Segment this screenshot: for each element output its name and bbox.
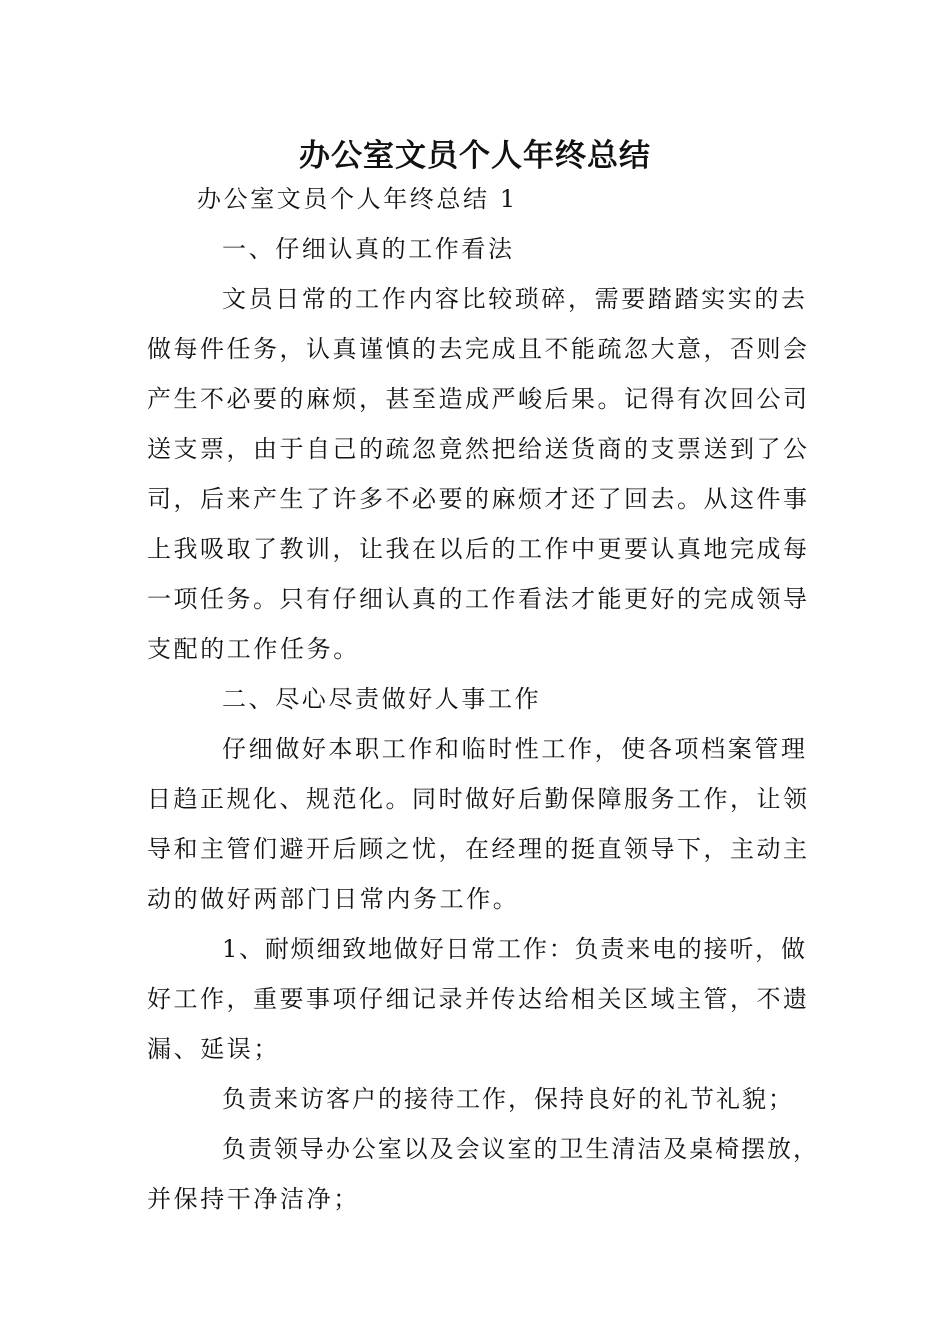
subsection-heading: 一、仔细认真的工作看法 <box>222 235 515 263</box>
section-heading: 办公室文员个人年终总结 1 <box>197 185 518 213</box>
paragraph-line: 文员日常的工作内容比较琐碎，需要踏踏实实的去 <box>222 285 805 313</box>
paragraph-line: 导和主管们避开后顾之忧，在经理的挺直领导下，主动主 <box>147 835 807 863</box>
paragraph-line: 1、耐烦细致地做好日常工作：负责来电的接听，做 <box>222 935 805 963</box>
paragraph-line: 一项任务。只有仔细认真的工作看法才能更好的完成领导 <box>147 585 807 613</box>
paragraph-line: 上我吸取了教训，让我在以后的工作中更要认真地完成每 <box>147 535 807 563</box>
paragraph-line: 好工作，重要事项仔细记录并传达给相关区域主管，不遗 <box>147 985 807 1013</box>
subsection-heading: 二、尽心尽责做好人事工作 <box>222 685 542 713</box>
paragraph-line: 做每件任务，认真谨慎的去完成且不能疏忽大意，否则会 <box>147 335 807 363</box>
paragraph-line: 产生不必要的麻烦，甚至造成严峻后果。记得有次回公司 <box>147 385 807 413</box>
paragraph-line: 送支票，由于自己的疏忽竟然把给送货商的支票送到了公 <box>147 435 807 463</box>
paragraph-line: 负责来访客户的接待工作，保持良好的礼节礼貌； <box>222 1085 794 1113</box>
document-title: 办公室文员个人年终总结 <box>299 138 651 174</box>
paragraph-line: 支配的工作任务。 <box>147 635 360 663</box>
paragraph-line: 负责领导办公室以及会议室的卫生清洁及桌椅摆放， <box>222 1135 817 1163</box>
paragraph-line: 司，后来产生了许多不必要的麻烦才还了回去。从这件事 <box>147 485 807 513</box>
paragraph-line: 动的做好两部门日常内务工作。 <box>147 885 520 913</box>
paragraph-line: 漏、延误； <box>147 1035 280 1063</box>
paragraph-line: 仔细做好本职工作和临时性工作，使各项档案管理 <box>222 735 805 763</box>
paragraph-line: 并保持干净洁净； <box>147 1185 360 1213</box>
paragraph-line: 日趋正规化、规范化。同时做好后勤保障服务工作，让领 <box>147 785 807 813</box>
